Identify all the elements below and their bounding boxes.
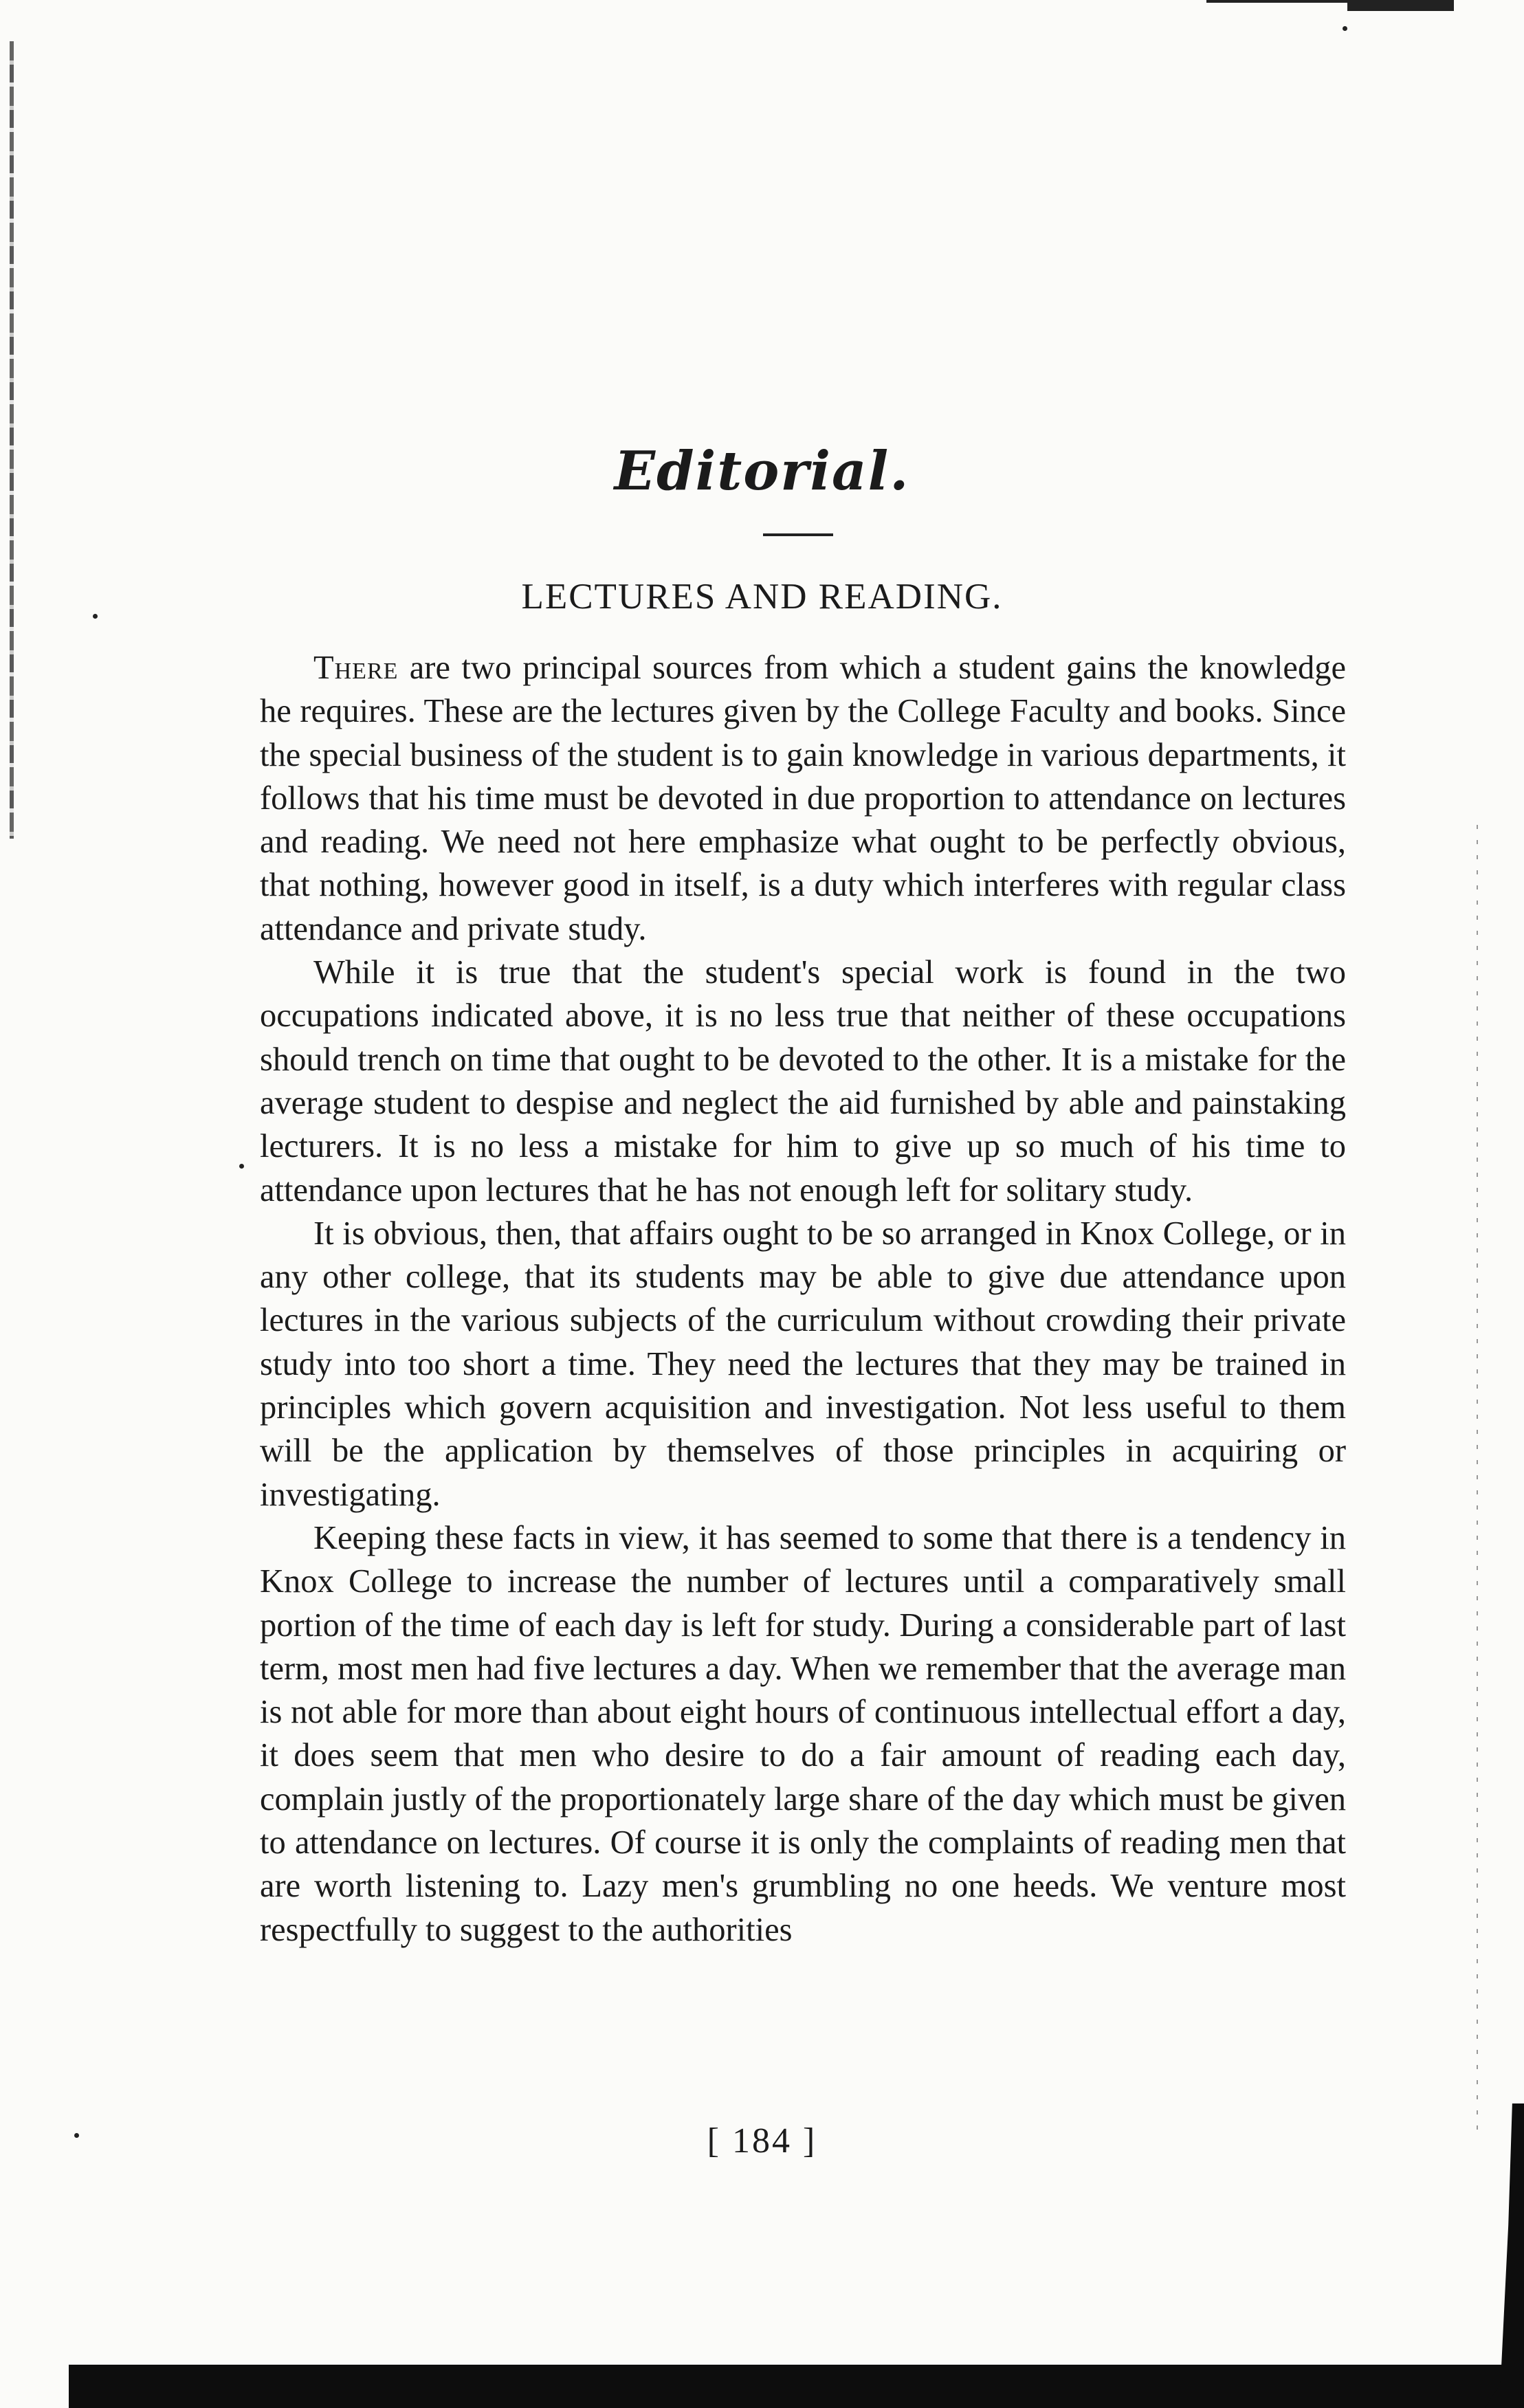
speck [93, 614, 98, 619]
speck [239, 1164, 244, 1169]
paragraph [260, 646, 1346, 951]
paragraph [260, 1212, 1346, 1516]
article-title: LECTURES AND READING. [521, 577, 1003, 617]
heading-divider [763, 533, 833, 536]
top-rule-thick [1347, 3, 1454, 11]
paragraph-lead: There [313, 650, 399, 686]
speck [1343, 26, 1347, 31]
page-number: [ 184 ] [707, 2121, 817, 2161]
paragraph-text: Keeping these facts in view, it has seemed to some that there is a tendency in Knox College to increase the number of lectures until a comparatively small portion of the time of each day is left for study. During a considerable part of last term, most men had five lectures a day. When we remember that the average man is not able for more than about eight hours of continuous intellectual effort a day, it does seem that men who desire to do a fair amount of reading each day, complain justly of the proportionately large share of the day which must be given to attendance on lectures. Of course it is only the complaints of reading men that are worth listening to. Lazy men's grumbling no one heeds. We venture most respectfully to suggest to the authorities [260, 1519, 1346, 1948]
margin-line [1477, 825, 1478, 2131]
article-body [260, 646, 1346, 1952]
paragraph [260, 1516, 1346, 1952]
paragraph-text: While it is true that the student's special work is found in the two occupations indicated above, it is no less true that neither of these occupations should trench on time that ought to be devoted to the other. It is a mistake for the average student to despise and neglect the aid furnished by able and painstaking lecturers. It is no less a mistake for him to give up so much of his time to attendance upon lectures that he has not enough left for solitary study. [260, 954, 1346, 1208]
paragraph-text: are two principal sources from which a student gains the knowledge he requires. These are the lectures given by the College Faculty and books. Since the special business of the student is to gain knowledge in various departments, it follows that his time must be devoted in due proportion to attendance on lectures and reading. We need not here emphasize what ought to be perfectly obvious, that nothing, however good in itself, is a duty which interferes with regular class attendance and private study. [260, 650, 1346, 947]
paragraph [260, 951, 1346, 1212]
scan-border-bottom [69, 2365, 1524, 2408]
paragraph-text: It is obvious, then, that affairs ought to be so arranged in Knox College, or in any other college, that its students may be able to give due attendance upon lectures in the various subjects of the curriculum without crowding their private study into too short a time. They need the lectures that they may be trained in principles which govern acquisition and investigation. Not less useful to them will be the application by themselves of those principles in acquiring or investigating. [260, 1215, 1346, 1513]
speck [74, 2133, 79, 2138]
section-heading: Editorial. [614, 440, 910, 502]
